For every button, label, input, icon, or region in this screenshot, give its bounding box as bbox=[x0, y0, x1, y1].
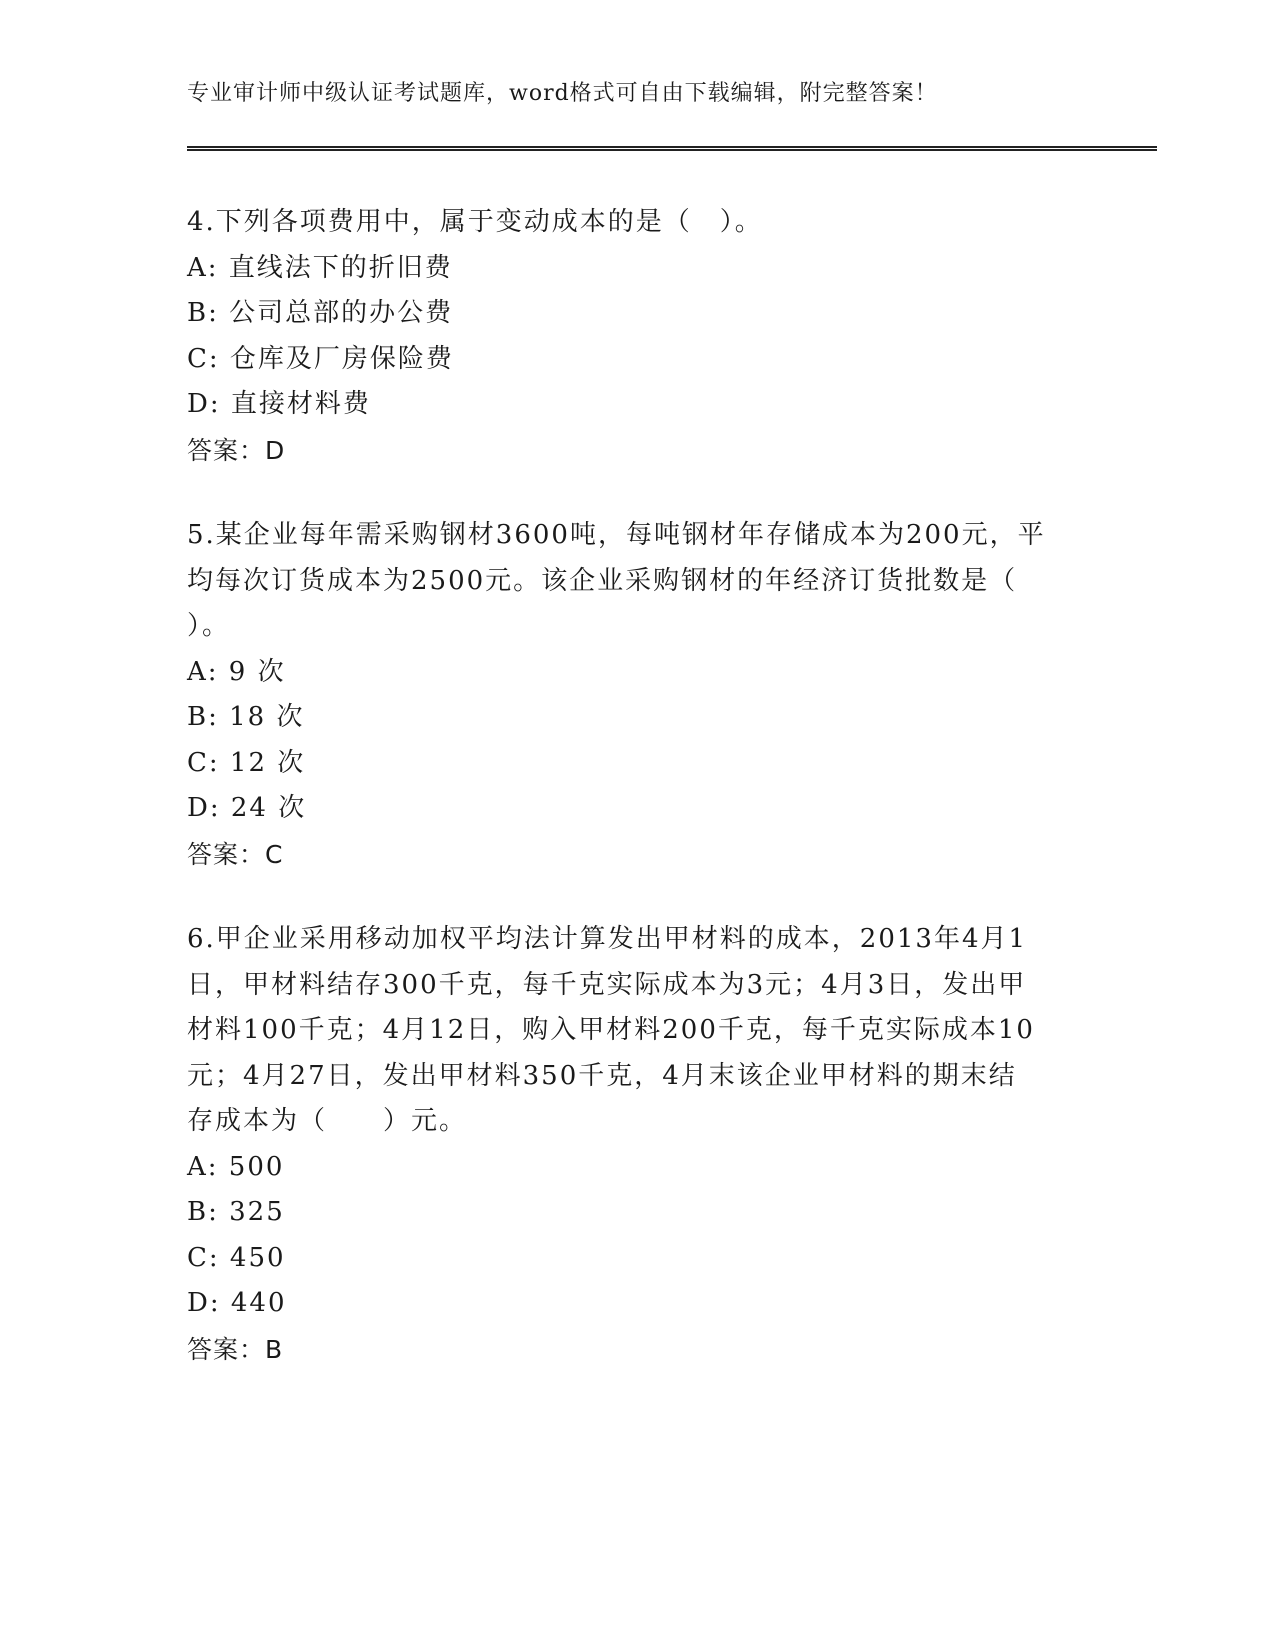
question-text-line: 4.下列各项费用中，属于变动成本的是（ ）。 bbox=[187, 207, 763, 237]
option-c: C: 12 次 bbox=[187, 747, 306, 778]
question-text-line: 材料100千克；4月12日，购入甲材料200千克，每千克实际成本10 bbox=[187, 1015, 1035, 1045]
question-text-line: 日，甲材料结存300千克，每千克实际成本为3元；4月3日，发出甲 bbox=[187, 969, 1027, 1000]
option-c: C: 仓库及厂房保险费 bbox=[187, 343, 454, 374]
option-a: A: 9 次 bbox=[187, 656, 286, 687]
question-text-line: 均每次订货成本为2500元。该企业采购钢材的年经济订货批数是（ bbox=[187, 565, 1018, 596]
question-6 bbox=[187, 917, 1087, 1372]
answer-label: 答案：C bbox=[187, 839, 284, 869]
option-d: D: 440 bbox=[187, 1288, 287, 1318]
question-text-line: 6.甲企业采用移动加权平均法计算发出甲材料的成本，2013年4月1 bbox=[187, 924, 1028, 954]
option-d: D: 直接材料费 bbox=[187, 389, 371, 419]
option-b: B: 325 bbox=[187, 1197, 285, 1227]
page-header-text: 专业审计师中级认证考试题库，word格式可自由下载编辑，附完整答案！ bbox=[187, 81, 938, 106]
question-text-line: 存成本为（ ）元。 bbox=[187, 1106, 468, 1136]
option-b: B: 18 次 bbox=[187, 702, 305, 732]
option-d: D: 24 次 bbox=[187, 793, 307, 823]
question-text-line: 元；4月27日，发出甲材料350千克，4月末该企业甲材料的期末结 bbox=[187, 1060, 1017, 1091]
question-text-line: 5.某企业每年需采购钢材3600吨，每吨钢材年存储成本为200元，平 bbox=[187, 520, 1046, 550]
question-4 bbox=[187, 200, 1087, 473]
answer-label: 答案：D bbox=[187, 435, 286, 465]
answer-label: 答案：B bbox=[187, 1334, 284, 1364]
question-5 bbox=[187, 513, 1087, 877]
option-b: B: 公司总部的办公费 bbox=[187, 298, 454, 328]
question-text-line: ）。 bbox=[187, 611, 231, 641]
option-a: A: 直线法下的折旧费 bbox=[187, 252, 453, 283]
option-a: A: 500 bbox=[187, 1151, 285, 1182]
question-list bbox=[187, 200, 1087, 1412]
header-divider bbox=[187, 146, 1157, 151]
option-c: C: 450 bbox=[187, 1242, 286, 1273]
